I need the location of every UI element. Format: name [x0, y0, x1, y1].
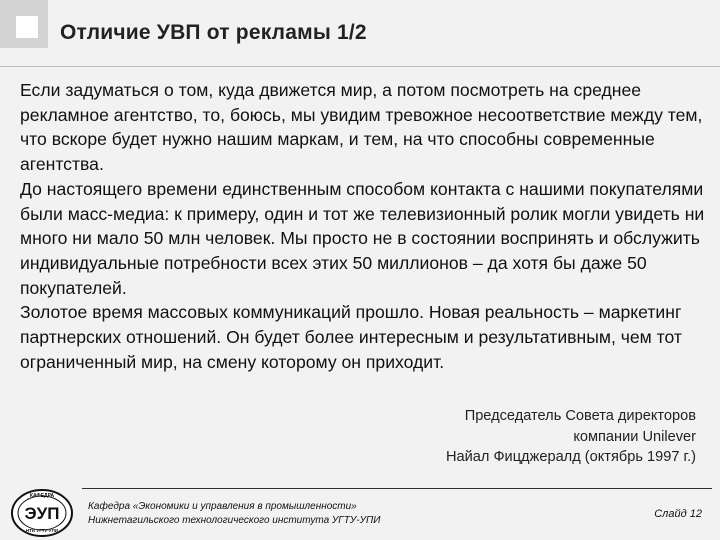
department-logo [10, 488, 74, 538]
footer-department [88, 500, 380, 528]
logo-bottom-text: НТИ УГТУ-УПИ [25, 528, 59, 533]
attribution-line-1: Председатель Совета директоров [464, 408, 696, 424]
footer-line-1: Кафедра «Экономики и управления в промышленности» [88, 501, 357, 512]
attribution-line-2: компании Unilever [573, 428, 696, 445]
attribution-line-3: Найал Фицджералд (октябрь 1997 г.) [445, 449, 696, 465]
paragraph-1: Если задуматься о том, куда движется мир, а потом посмотреть на среднее рекламное агентство, то, боюсь, мы увидим тревожное несоответствие между тем, что вскоре будет нужно нашим маркам, и тем, на что способны современные агентства. [20, 80, 703, 175]
logo-top-text: КАФЕДРА [29, 493, 55, 499]
footer-divider [82, 488, 712, 489]
title-divider [0, 66, 720, 67]
slide-number: Слайд 12 [654, 508, 702, 520]
corner-decoration-inner [16, 16, 38, 38]
paragraph-2: До настоящего времени единственным способом контакта с нашими покупателями были масс-медиа: к примеру, один и тот же телевизионный ролик могли увидеть ни много ни мало 50 млн человек. Мы просто не в состоянии воспринять и обслужить индивидуальные потребности всех этих 50 миллионов – да хотя бы даже 50 покупателей. [20, 178, 705, 298]
paragraph-3: Золотое время массовых коммуникаций прошло. Новая реальность – маркетинг партнерских отношений. Он будет более интересным и результативным, чем тот ограниченный мир, на смену которому он приходит. [20, 302, 682, 372]
title-bar [60, 0, 710, 66]
slide-title: Отличие УВП от рекламы 1/2 [60, 21, 367, 44]
quote-attribution [446, 406, 696, 468]
logo-main-text: ЭУП [24, 504, 60, 523]
footer-line-2: Нижнетагильского технологического института УГТУ-УПИ [88, 515, 381, 526]
slide-body [20, 78, 710, 374]
